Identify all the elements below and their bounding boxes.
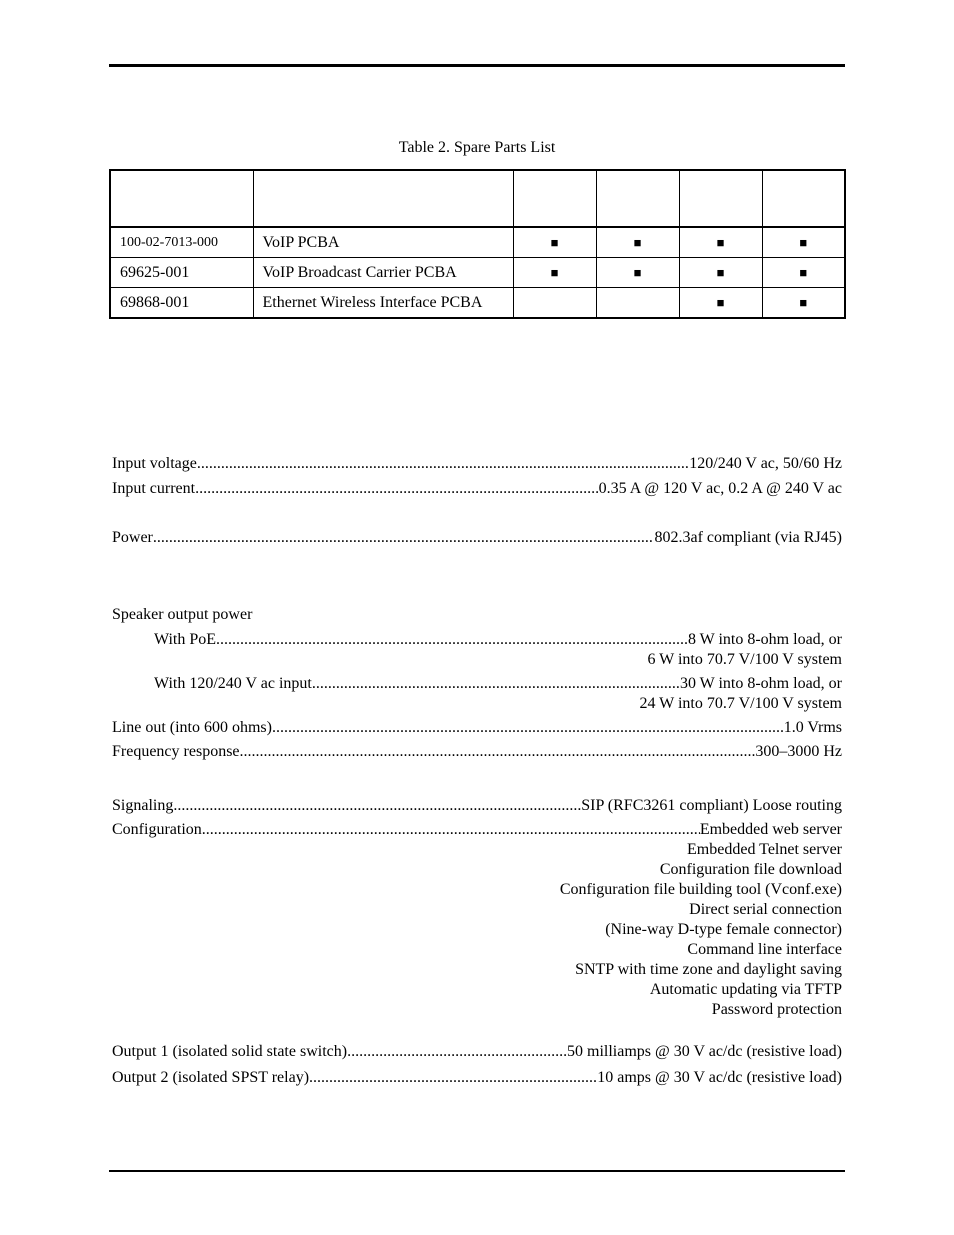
spec-value: 0.35 A @ 120 V ac, 0.2 A @ 240 V ac bbox=[598, 480, 842, 497]
availability-mark: ■ bbox=[762, 258, 845, 288]
spec-value-continued: SNTP with time zone and daylight saving bbox=[575, 961, 842, 978]
availability-mark: ■ bbox=[679, 227, 762, 258]
table-row bbox=[110, 258, 845, 288]
spec-label: Configuration bbox=[112, 821, 202, 838]
spec-value-continued: (Nine-way D-type female connector) bbox=[605, 921, 842, 938]
spec-signaling bbox=[112, 796, 842, 816]
spec-value: 8 W into 8-ohm load, or bbox=[687, 631, 842, 648]
spec-label: Output 2 (isolated SPST relay) bbox=[112, 1069, 310, 1086]
spec-value: Embedded web server bbox=[699, 821, 842, 838]
spec-value-continued: Password protection bbox=[711, 1001, 842, 1018]
header-cell bbox=[513, 170, 596, 227]
spec-output-1 bbox=[112, 1042, 842, 1062]
spec-value-continued: Command line interface bbox=[687, 941, 842, 958]
spec-label: Power bbox=[112, 529, 153, 546]
table-row bbox=[110, 227, 845, 258]
table-row bbox=[110, 288, 845, 319]
spec-value: 1.0 Vrms bbox=[783, 719, 842, 736]
spec-input-voltage bbox=[112, 454, 842, 474]
spec-label: Output 1 (isolated solid state switch) bbox=[112, 1043, 348, 1060]
spec-label: Frequency response bbox=[112, 743, 240, 760]
spec-label: Line out (into 600 ohms) bbox=[112, 719, 272, 736]
spec-value-continued: Configuration file download bbox=[659, 861, 842, 878]
spec-value-continued: 24 W into 70.7 V/100 V system bbox=[639, 695, 842, 712]
spec-heading: Speaker output power bbox=[112, 606, 253, 623]
availability-mark: ■ bbox=[762, 227, 845, 258]
spec-frequency-response bbox=[112, 742, 842, 762]
spec-value-continued: Configuration file building tool (Vconf.exe) bbox=[559, 881, 842, 898]
availability-mark: ■ bbox=[679, 288, 762, 319]
header-cell bbox=[762, 170, 845, 227]
part-description: VoIP PCBA bbox=[253, 227, 513, 258]
spec-label: Input current bbox=[112, 480, 196, 497]
part-number: 69868-001 bbox=[110, 288, 253, 319]
header-cell bbox=[253, 170, 513, 227]
spec-value-continued: Embedded Telnet server bbox=[687, 841, 842, 858]
spec-speaker-output bbox=[112, 605, 842, 714]
spec-output-2 bbox=[112, 1068, 842, 1088]
spec-value: 50 milliamps @ 30 V ac/dc (resistive load) bbox=[567, 1043, 842, 1060]
footer-rule bbox=[109, 1170, 845, 1172]
spare-parts-table bbox=[109, 169, 846, 319]
header-rule bbox=[109, 64, 845, 67]
availability-mark: ■ bbox=[513, 227, 596, 258]
availability-mark bbox=[513, 288, 596, 319]
availability-mark: ■ bbox=[762, 288, 845, 319]
header-cell bbox=[596, 170, 679, 227]
part-number: 69625-001 bbox=[110, 258, 253, 288]
part-description: VoIP Broadcast Carrier PCBA bbox=[253, 258, 513, 288]
spec-value: 10 amps @ 30 V ac/dc (resistive load) bbox=[597, 1069, 842, 1086]
spec-value: 120/240 V ac, 50/60 Hz bbox=[689, 455, 842, 472]
spec-label: Input voltage bbox=[112, 455, 197, 472]
availability-mark bbox=[596, 288, 679, 319]
availability-mark: ■ bbox=[596, 258, 679, 288]
availability-mark: ■ bbox=[596, 227, 679, 258]
spec-value-continued: Direct serial connection bbox=[689, 901, 842, 918]
spec-value-continued: Automatic updating via TFTP bbox=[649, 981, 842, 998]
spec-power bbox=[112, 528, 842, 548]
part-number: 100-02-7013-000 bbox=[110, 227, 253, 258]
spec-value: 802.3af compliant (via RJ45) bbox=[654, 529, 842, 546]
part-description: Ethernet Wireless Interface PCBA bbox=[253, 288, 513, 319]
header-cell bbox=[679, 170, 762, 227]
spec-value-continued: 6 W into 70.7 V/100 V system bbox=[647, 651, 842, 668]
spec-line-out bbox=[112, 718, 842, 738]
table-caption: Table 2. Spare Parts List bbox=[398, 139, 556, 156]
header-cell bbox=[110, 170, 253, 227]
spec-value: 30 W into 8-ohm load, or bbox=[679, 675, 842, 692]
spec-label: Signaling bbox=[112, 797, 174, 814]
spec-value: 300–3000 Hz bbox=[755, 743, 842, 760]
availability-mark: ■ bbox=[679, 258, 762, 288]
spec-value: SIP (RFC3261 compliant) Loose routing bbox=[581, 797, 842, 814]
availability-mark: ■ bbox=[513, 258, 596, 288]
spec-input-current bbox=[112, 479, 842, 499]
spec-label: With 120/240 V ac input bbox=[154, 675, 312, 692]
table-header-row bbox=[110, 170, 845, 227]
spec-configuration bbox=[112, 820, 842, 1020]
spec-label: With PoE bbox=[154, 631, 217, 648]
